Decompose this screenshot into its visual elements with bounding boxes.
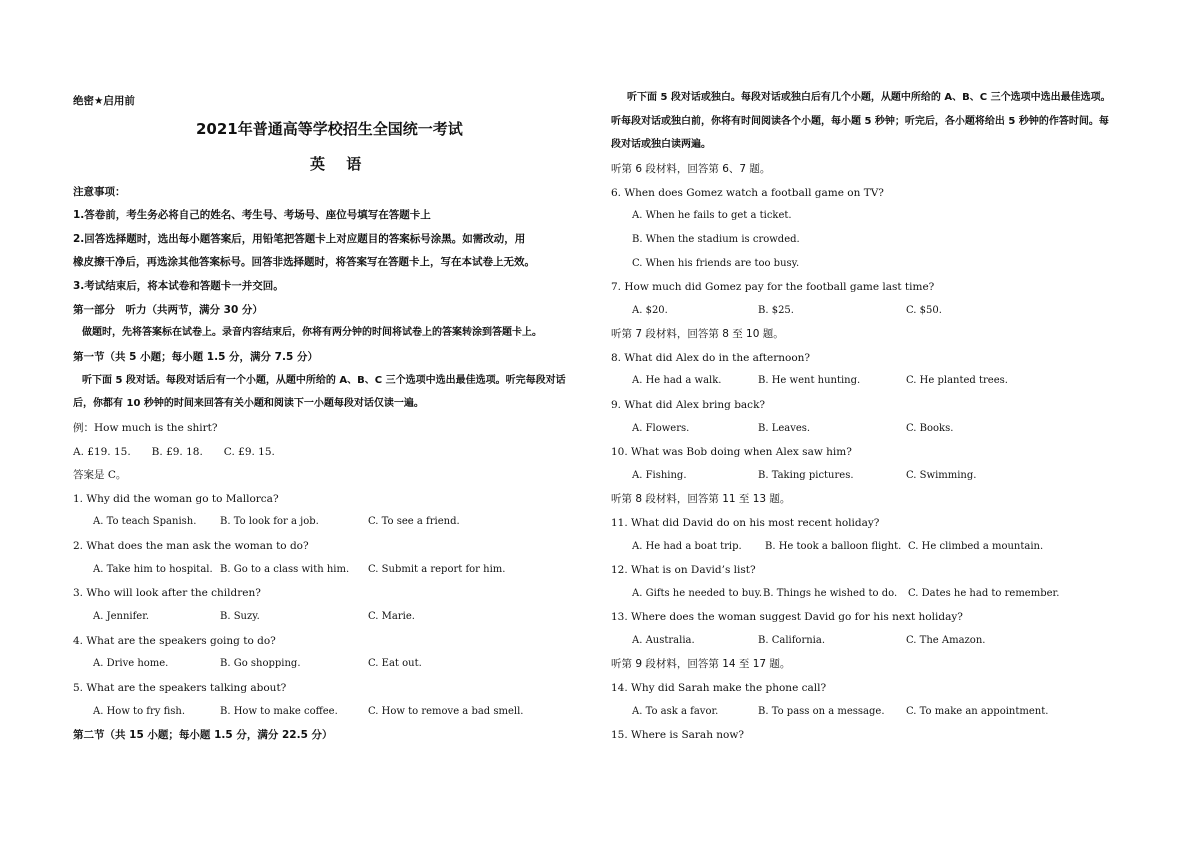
question-15: 15. Where is Sarah now? [611, 729, 744, 741]
section2-intro-c: 段对话或独白读两遍。 [611, 139, 711, 150]
question-13: 13. Where does the woman suggest David go for his next holiday? [611, 611, 963, 623]
q12-option-c: C. Dates he had to remember. [908, 588, 1060, 599]
question-12: 12. What is on David’s list? [611, 564, 756, 576]
watermark [440, 590, 560, 606]
example-question: 例：How much is the shirt? [73, 422, 218, 434]
q5-option-b: B. How to make coffee. [220, 706, 338, 717]
material-7-label: 听第 7 段材料，回答第 8 至 10 题。 [611, 328, 784, 340]
material-6-label: 听第 6 段材料，回答第 6、7 题。 [611, 163, 771, 175]
note-2a: 2.回答选择题时，选出每小题答案后，用铅笔把答题卡上对应题目的答案标号涂黑。如需改动，用 [73, 233, 526, 245]
note-3: 3.考试结束后，将本试卷和答题卡一并交回。 [73, 280, 284, 292]
question-11: 11. What did David do on his most recent holiday? [611, 517, 880, 529]
section1-heading: 第一节（共 5 小题；每小题 1.5 分，满分 7.5 分） [73, 351, 318, 363]
q12-option-a: A. Gifts he needed to buy. [632, 588, 763, 599]
q14-option-b: B. To pass on a message. [758, 706, 885, 717]
q2-option-b: B. Go to a class with him. [220, 564, 350, 575]
question-14: 14. Why did Sarah make the phone call? [611, 682, 827, 694]
q11-option-c: C. He climbed a mountain. [908, 541, 1044, 552]
subject-title: 英 语 [310, 155, 370, 173]
q8-option-a: A. He had a walk. [632, 375, 722, 386]
note-2b: 橡皮擦干净后，再选涂其他答案标号。回答非选择题时，将答案写在答题卡上，写在本试卷上无效。 [73, 256, 535, 268]
section1-intro-b: 后，你都有 10 秒钟的时间来回答有关小题和阅读下一小题每段对话仅读一遍。 [73, 398, 424, 409]
q11-option-a: A. He had a boat trip. [632, 541, 742, 552]
q11-option-b: B. He took a balloon flight. [765, 541, 902, 552]
secret-label: 绝密★启用前 [73, 95, 135, 107]
q5-option-c: C. How to remove a bad smell. [368, 706, 524, 717]
question-7: 7. How much did Gomez pay for the football game last time? [611, 281, 935, 293]
q8-option-c: C. He planted trees. [906, 375, 1008, 386]
q3-option-a: A. Jennifer. [93, 611, 150, 622]
q6-option-c: C. When his friends are too busy. [632, 258, 800, 269]
q5-option-a: A. How to fry fish. [93, 706, 186, 717]
section1-intro-a: 听下面 5 段对话。每段对话后有一个小题，从题中所给的 A、B、C 三个选项中选出最佳选项。听完每段对话 [82, 375, 566, 386]
section2-intro-a: 听下面 5 段对话或独白。每段对话或独白后有几个小题，从题中所给的 A、B、C 三个选项中选出最佳选项。 [627, 92, 1111, 103]
section2-heading: 第二节（共 15 小题；每小题 1.5 分，满分 22.5 分） [73, 729, 333, 741]
q13-option-a: A. Australia. [632, 635, 695, 646]
q4-option-c: C. Eat out. [368, 658, 422, 669]
q10-option-b: B. Taking pictures. [758, 470, 854, 481]
q1-option-b: B. To look for a job. [220, 516, 319, 527]
q6-option-b: B. When the stadium is crowded. [632, 234, 800, 245]
q3-option-b: B. Suzy. [220, 611, 260, 622]
section2-intro-b: 听每段对话或独白前，你将有时间阅读各个小题，每小题 5 秒钟；听完后，各小题将给出 5 秒钟的作答时间。每 [611, 116, 1109, 127]
example-answer: 答案是 C。 [73, 469, 127, 481]
q9-option-b: B. Leaves. [758, 423, 811, 434]
material-9-label: 听第 9 段材料，回答第 14 至 17 题。 [611, 658, 791, 670]
q3-option-c: C. Marie. [368, 611, 415, 622]
question-5: 5. What are the speakers talking about? [73, 682, 287, 694]
q14-option-c: C. To make an appointment. [906, 706, 1049, 717]
q2-option-a: A. Take him to hospital. [93, 564, 213, 575]
q13-option-b: B. California. [758, 635, 825, 646]
q4-option-b: B. Go shopping. [220, 658, 301, 669]
question-3: 3. Who will look after the children? [73, 587, 261, 599]
q7-option-a: A. $20. [632, 305, 668, 316]
example-options: A. £19. 15. B. £9. 18. C. £9. 15. [73, 446, 275, 458]
question-6: 6. When does Gomez watch a football game on TV? [611, 187, 884, 199]
q2-option-c: C. Submit a report for him. [368, 564, 506, 575]
q8-option-b: B. He went hunting. [758, 375, 861, 386]
material-8-label: 听第 8 段材料，回答第 11 至 13 题。 [611, 493, 791, 505]
question-10: 10. What was Bob doing when Alex saw him? [611, 446, 852, 458]
question-4: 4. What are the speakers going to do? [73, 635, 276, 647]
q9-option-c: C. Books. [906, 423, 954, 434]
q1-option-a: A. To teach Spanish. [93, 516, 197, 527]
part1-intro: 做题时，先将答案标在试卷上。录音内容结束后，你将有两分钟的时间将试卷上的答案转涂到答题卡上。 [82, 327, 542, 338]
q9-option-a: A. Flowers. [632, 423, 690, 434]
q14-option-a: A. To ask a favor. [632, 706, 719, 717]
q6-option-a: A. When he fails to get a ticket. [632, 210, 792, 221]
part1-heading: 第一部分 听力（共两节，满分 30 分） [73, 304, 263, 316]
q12-option-b: B. Things he wished to do. [763, 588, 898, 599]
exam-title: 2021年普通高等学校招生全国统一考试 [196, 120, 463, 138]
question-1: 1. Why did the woman go to Mallorca? [73, 493, 279, 505]
q7-option-b: B. $25. [758, 305, 794, 316]
question-9: 9. What did Alex bring back? [611, 399, 766, 411]
q7-option-c: C. $50. [906, 305, 942, 316]
q4-option-a: A. Drive home. [93, 658, 169, 669]
q13-option-c: C. The Amazon. [906, 635, 986, 646]
question-2: 2. What does the man ask the woman to do? [73, 540, 309, 552]
q1-option-c: C. To see a friend. [368, 516, 460, 527]
notes-heading: 注意事项： [73, 186, 126, 198]
question-8: 8. What did Alex do in the afternoon? [611, 352, 811, 364]
note-1: 1.答卷前，考生务必将自己的姓名、考生号、考场号、座位号填写在答题卡上 [73, 209, 431, 221]
q10-option-c: C. Swimming. [906, 470, 977, 481]
q10-option-a: A. Fishing. [632, 470, 687, 481]
